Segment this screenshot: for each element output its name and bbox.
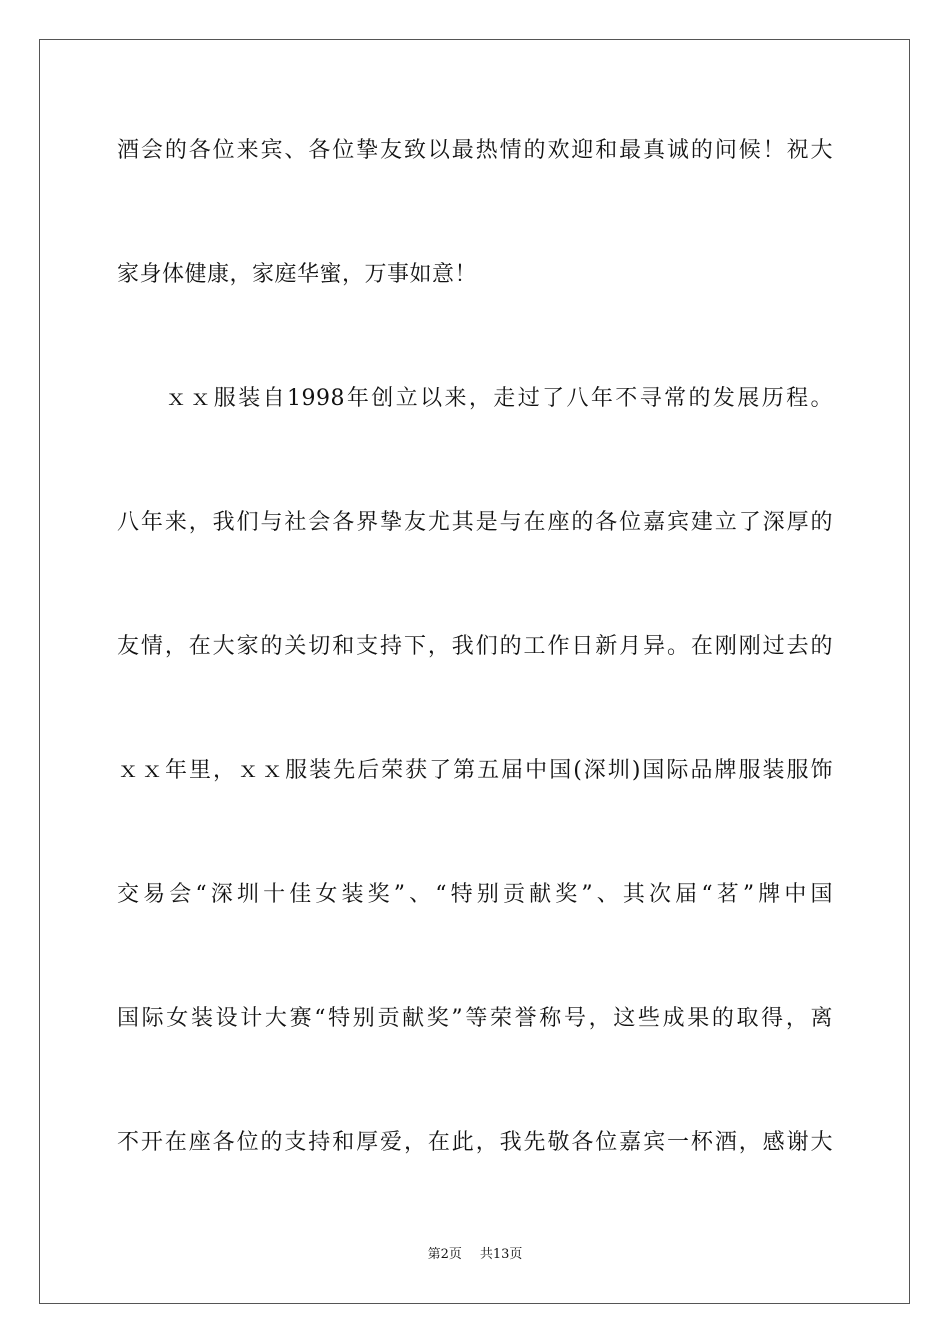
page-footer: [0, 1246, 950, 1264]
page-total: 共13页: [479, 1247, 523, 1262]
body-line-2: 家身体健康，家庭华蜜，万事如意！: [117, 262, 478, 287]
body-line-1: 酒会的各位来宾、各位挚友致以最热情的欢迎和最真诚的问候！祝大: [117, 138, 833, 163]
page-border: [39, 39, 910, 1304]
body-line-3: ｘｘ服装自1998年创立以来，走过了八年不寻常的发展历程。: [165, 386, 833, 411]
body-line-6: ｘｘ年里，ｘｘ服装先后荣获了第五届中国(深圳)国际品牌服装服饰: [117, 758, 833, 783]
page-number: 第2页: [427, 1247, 462, 1262]
body-line-9: 不开在座各位的支持和厚爱，在此，我先敬各位嘉宾一杯酒，感谢大: [117, 1130, 833, 1155]
body-line-4: 八年来，我们与社会各界挚友尤其是与在座的各位嘉宾建立了深厚的: [117, 510, 833, 535]
body-line-7: 交易会“深圳十佳女装奖”、“特别贡献奖”、其次届“茗”牌中国: [117, 882, 833, 907]
body-line-5: 友情，在大家的关切和支持下，我们的工作日新月异。在刚刚过去的: [117, 634, 833, 659]
body-line-8: 国际女装设计大赛“特别贡献奖”等荣誉称号，这些成果的取得，离: [117, 1006, 833, 1031]
